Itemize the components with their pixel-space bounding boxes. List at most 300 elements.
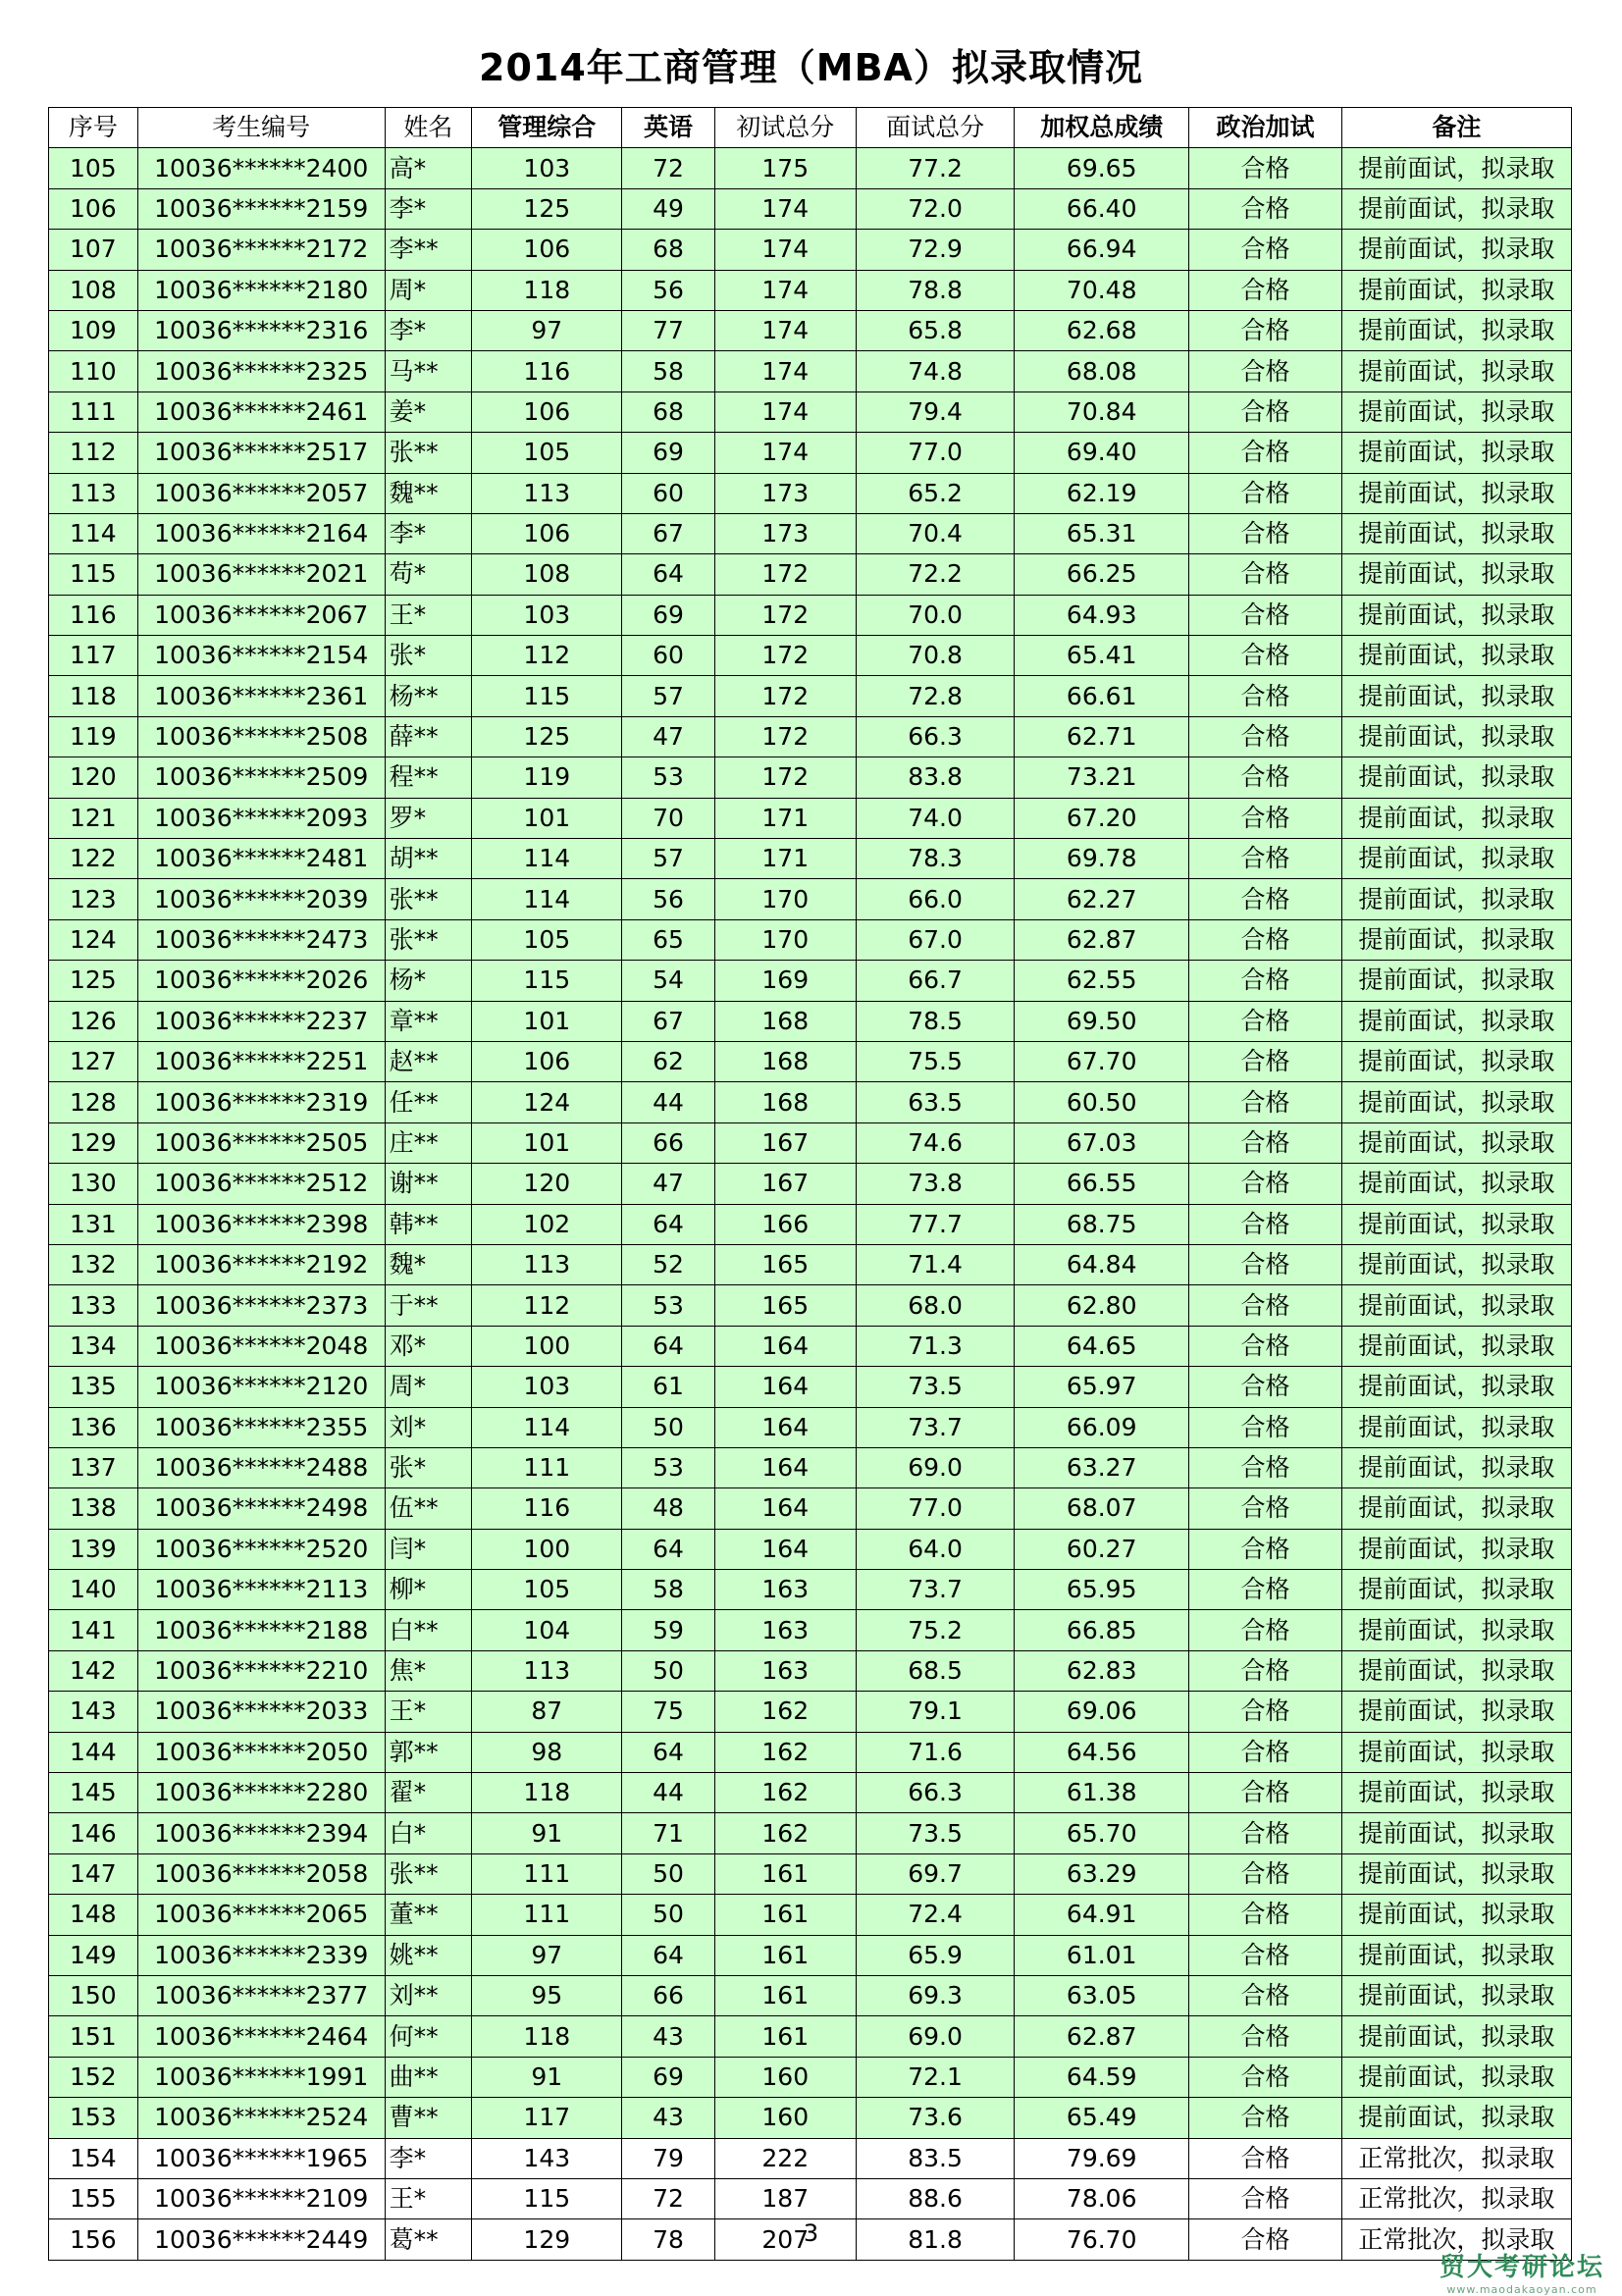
table-row <box>49 1773 1572 1813</box>
cell-politics: 合格 <box>1189 1488 1342 1529</box>
cell-english: 65 <box>622 919 714 960</box>
cell-serial: 112 <box>49 433 138 473</box>
cell-remark: 提前面试，拟录取 <box>1341 1570 1571 1610</box>
cell-remark: 提前面试，拟录取 <box>1341 1813 1571 1853</box>
cell-politics: 合格 <box>1189 310 1342 350</box>
cell-candidate-id: 10036******2394 <box>137 1813 385 1853</box>
cell-candidate-id: 10036******2473 <box>137 919 385 960</box>
cell-prelim-total: 168 <box>714 1082 856 1122</box>
header-weighted-total: 加权总成绩 <box>1015 108 1189 148</box>
cell-interview-total: 71.4 <box>856 1244 1014 1284</box>
cell-name: 伍** <box>385 1488 471 1529</box>
cell-serial: 136 <box>49 1407 138 1447</box>
header-remark: 备注 <box>1341 108 1571 148</box>
cell-prelim-total: 172 <box>714 676 856 716</box>
cell-weighted-total: 66.25 <box>1015 554 1189 595</box>
cell-remark: 提前面试，拟录取 <box>1341 839 1571 879</box>
cell-politics: 合格 <box>1189 1244 1342 1284</box>
cell-candidate-id: 10036******2377 <box>137 1975 385 2015</box>
cell-candidate-id: 10036******2505 <box>137 1122 385 1163</box>
cell-name: 薛** <box>385 716 471 757</box>
cell-weighted-total: 64.93 <box>1015 595 1189 635</box>
cell-weighted-total: 64.84 <box>1015 1244 1189 1284</box>
cell-prelim-total: 168 <box>714 1001 856 1041</box>
cell-name: 马** <box>385 351 471 391</box>
cell-management: 105 <box>472 919 622 960</box>
cell-serial: 113 <box>49 473 138 513</box>
cell-candidate-id: 10036******2065 <box>137 1895 385 1935</box>
cell-english: 67 <box>622 1001 714 1041</box>
cell-interview-total: 70.0 <box>856 595 1014 635</box>
cell-weighted-total: 62.83 <box>1015 1650 1189 1691</box>
cell-english: 50 <box>622 1650 714 1691</box>
table-row <box>49 636 1572 676</box>
cell-prelim-total: 174 <box>714 188 856 229</box>
cell-name: 张* <box>385 1447 471 1487</box>
cell-management: 120 <box>472 1164 622 1204</box>
cell-prelim-total: 160 <box>714 2098 856 2138</box>
cell-interview-total: 68.5 <box>856 1650 1014 1691</box>
cell-name: 赵** <box>385 1041 471 1081</box>
cell-prelim-total: 161 <box>714 2016 856 2057</box>
cell-management: 106 <box>472 513 622 553</box>
cell-politics: 合格 <box>1189 1692 1342 1732</box>
cell-prelim-total: 162 <box>714 1813 856 1853</box>
cell-serial: 110 <box>49 351 138 391</box>
cell-politics: 合格 <box>1189 1326 1342 1366</box>
cell-serial: 141 <box>49 1610 138 1650</box>
cell-remark: 提前面试，拟录取 <box>1341 1853 1571 1894</box>
cell-remark: 提前面试，拟录取 <box>1341 148 1571 188</box>
cell-weighted-total: 67.03 <box>1015 1122 1189 1163</box>
cell-prelim-total: 173 <box>714 513 856 553</box>
cell-english: 50 <box>622 1853 714 1894</box>
cell-name: 庄** <box>385 1122 471 1163</box>
cell-weighted-total: 73.21 <box>1015 757 1189 798</box>
table-row <box>49 310 1572 350</box>
cell-politics: 合格 <box>1189 1610 1342 1650</box>
cell-serial: 121 <box>49 798 138 838</box>
cell-prelim-total: 162 <box>714 1773 856 1813</box>
cell-serial: 144 <box>49 1732 138 1772</box>
cell-interview-total: 72.8 <box>856 676 1014 716</box>
cell-interview-total: 73.6 <box>856 2098 1014 2138</box>
cell-remark: 提前面试，拟录取 <box>1341 188 1571 229</box>
cell-remark: 提前面试，拟录取 <box>1341 1204 1571 1244</box>
watermark-main: 贸大考研论坛 <box>1439 2253 1604 2282</box>
cell-candidate-id: 10036******2093 <box>137 798 385 838</box>
cell-management: 91 <box>472 1813 622 1853</box>
cell-interview-total: 88.6 <box>856 2178 1014 2218</box>
cell-prelim-total: 172 <box>714 554 856 595</box>
cell-management: 108 <box>472 554 622 595</box>
cell-remark: 提前面试，拟录取 <box>1341 636 1571 676</box>
cell-politics: 合格 <box>1189 2057 1342 2097</box>
table-row <box>49 595 1572 635</box>
cell-english: 67 <box>622 513 714 553</box>
cell-prelim-total: 166 <box>714 1204 856 1244</box>
cell-name: 魏* <box>385 1244 471 1284</box>
cell-name: 周* <box>385 270 471 310</box>
table-row <box>49 513 1572 553</box>
cell-management: 101 <box>472 1122 622 1163</box>
cell-candidate-id: 10036******2373 <box>137 1285 385 1326</box>
cell-candidate-id: 10036******2033 <box>137 1692 385 1732</box>
table-row <box>49 2138 1572 2178</box>
cell-weighted-total: 62.87 <box>1015 2016 1189 2057</box>
cell-remark: 提前面试，拟录取 <box>1341 1285 1571 1326</box>
cell-interview-total: 73.8 <box>856 1164 1014 1204</box>
cell-candidate-id: 10036******2210 <box>137 1650 385 1691</box>
table-row <box>49 1407 1572 1447</box>
cell-candidate-id: 10036******2180 <box>137 270 385 310</box>
cell-interview-total: 78.5 <box>856 1001 1014 1041</box>
cell-serial: 150 <box>49 1975 138 2015</box>
cell-weighted-total: 60.27 <box>1015 1529 1189 1569</box>
table-row <box>49 1488 1572 1529</box>
cell-weighted-total: 68.08 <box>1015 351 1189 391</box>
cell-name: 闫* <box>385 1529 471 1569</box>
cell-candidate-id: 10036******2481 <box>137 839 385 879</box>
cell-name: 翟* <box>385 1773 471 1813</box>
table-header-row <box>49 108 1572 148</box>
cell-interview-total: 78.8 <box>856 270 1014 310</box>
cell-name: 魏** <box>385 473 471 513</box>
cell-remark: 提前面试，拟录取 <box>1341 1164 1571 1204</box>
cell-remark: 提前面试，拟录取 <box>1341 2098 1571 2138</box>
cell-interview-total: 69.3 <box>856 1975 1014 2015</box>
cell-remark: 提前面试，拟录取 <box>1341 473 1571 513</box>
cell-remark: 提前面试，拟录取 <box>1341 1447 1571 1487</box>
cell-management: 87 <box>472 1692 622 1732</box>
cell-interview-total: 72.1 <box>856 2057 1014 2097</box>
cell-english: 61 <box>622 1367 714 1407</box>
table-row <box>49 839 1572 879</box>
cell-english: 64 <box>622 554 714 595</box>
cell-management: 118 <box>472 1773 622 1813</box>
header-politics: 政治加试 <box>1189 108 1342 148</box>
cell-weighted-total: 65.31 <box>1015 513 1189 553</box>
table-row <box>49 433 1572 473</box>
cell-remark: 正常批次，拟录取 <box>1341 2178 1571 2218</box>
cell-politics: 合格 <box>1189 391 1342 432</box>
cell-english: 58 <box>622 351 714 391</box>
cell-remark: 正常批次，拟录取 <box>1341 2219 1571 2260</box>
cell-name: 焦* <box>385 1650 471 1691</box>
cell-management: 119 <box>472 757 622 798</box>
cell-politics: 合格 <box>1189 473 1342 513</box>
cell-management: 125 <box>472 188 622 229</box>
cell-prelim-total: 173 <box>714 473 856 513</box>
cell-candidate-id: 10036******2237 <box>137 1001 385 1041</box>
cell-name: 周* <box>385 1367 471 1407</box>
cell-name: 张** <box>385 433 471 473</box>
cell-prelim-total: 174 <box>714 270 856 310</box>
cell-politics: 合格 <box>1189 1082 1342 1122</box>
cell-interview-total: 77.0 <box>856 433 1014 473</box>
table-row <box>49 2098 1572 2138</box>
cell-remark: 提前面试，拟录取 <box>1341 230 1571 270</box>
cell-management: 115 <box>472 961 622 1001</box>
cell-politics: 合格 <box>1189 2178 1342 2218</box>
cell-name: 张** <box>385 1853 471 1894</box>
cell-weighted-total: 69.40 <box>1015 433 1189 473</box>
cell-serial: 135 <box>49 1367 138 1407</box>
cell-serial: 132 <box>49 1244 138 1284</box>
cell-weighted-total: 66.40 <box>1015 188 1189 229</box>
cell-name: 苟* <box>385 554 471 595</box>
cell-management: 111 <box>472 1447 622 1487</box>
header-interview-total: 面试总分 <box>856 108 1014 148</box>
cell-remark: 提前面试，拟录取 <box>1341 270 1571 310</box>
cell-serial: 149 <box>49 1935 138 1975</box>
cell-weighted-total: 62.87 <box>1015 919 1189 960</box>
cell-interview-total: 78.3 <box>856 839 1014 879</box>
table-row <box>49 2057 1572 2097</box>
cell-remark: 提前面试，拟录取 <box>1341 716 1571 757</box>
cell-english: 54 <box>622 961 714 1001</box>
cell-interview-total: 70.8 <box>856 636 1014 676</box>
cell-english: 44 <box>622 1082 714 1122</box>
cell-serial: 137 <box>49 1447 138 1487</box>
cell-name: 韩** <box>385 1204 471 1244</box>
cell-name: 章** <box>385 1001 471 1041</box>
cell-serial: 131 <box>49 1204 138 1244</box>
cell-english: 50 <box>622 1895 714 1935</box>
cell-candidate-id: 10036******1991 <box>137 2057 385 2097</box>
cell-prelim-total: 164 <box>714 1407 856 1447</box>
cell-english: 70 <box>622 798 714 838</box>
cell-prelim-total: 172 <box>714 636 856 676</box>
cell-english: 75 <box>622 1692 714 1732</box>
cell-english: 49 <box>622 188 714 229</box>
table-row <box>49 1285 1572 1326</box>
cell-interview-total: 65.2 <box>856 473 1014 513</box>
cell-remark: 提前面试，拟录取 <box>1341 1895 1571 1935</box>
cell-candidate-id: 10036******2517 <box>137 433 385 473</box>
cell-serial: 111 <box>49 391 138 432</box>
cell-english: 62 <box>622 1041 714 1081</box>
cell-interview-total: 73.5 <box>856 1813 1014 1853</box>
cell-interview-total: 74.0 <box>856 798 1014 838</box>
cell-management: 95 <box>472 1975 622 2015</box>
cell-english: 68 <box>622 391 714 432</box>
cell-weighted-total: 62.19 <box>1015 473 1189 513</box>
cell-politics: 合格 <box>1189 2016 1342 2057</box>
cell-english: 47 <box>622 1164 714 1204</box>
cell-prelim-total: 161 <box>714 1853 856 1894</box>
cell-serial: 105 <box>49 148 138 188</box>
cell-prelim-total: 164 <box>714 1529 856 1569</box>
cell-management: 129 <box>472 2219 622 2260</box>
cell-candidate-id: 10036******2355 <box>137 1407 385 1447</box>
cell-prelim-total: 175 <box>714 148 856 188</box>
cell-remark: 提前面试，拟录取 <box>1341 1407 1571 1447</box>
cell-interview-total: 72.9 <box>856 230 1014 270</box>
cell-weighted-total: 62.27 <box>1015 879 1189 919</box>
table-body <box>49 148 1572 2260</box>
cell-english: 66 <box>622 1975 714 2015</box>
cell-weighted-total: 66.09 <box>1015 1407 1189 1447</box>
cell-politics: 合格 <box>1189 1041 1342 1081</box>
cell-candidate-id: 10036******2508 <box>137 716 385 757</box>
cell-english: 52 <box>622 1244 714 1284</box>
cell-interview-total: 73.7 <box>856 1570 1014 1610</box>
cell-politics: 合格 <box>1189 2138 1342 2178</box>
cell-english: 56 <box>622 270 714 310</box>
cell-weighted-total: 63.29 <box>1015 1853 1189 1894</box>
cell-politics: 合格 <box>1189 1895 1342 1935</box>
cell-prelim-total: 172 <box>714 716 856 757</box>
cell-weighted-total: 70.84 <box>1015 391 1189 432</box>
cell-serial: 123 <box>49 879 138 919</box>
cell-weighted-total: 69.78 <box>1015 839 1189 879</box>
table-row <box>49 879 1572 919</box>
cell-serial: 151 <box>49 2016 138 2057</box>
cell-remark: 提前面试，拟录取 <box>1341 1529 1571 1569</box>
cell-management: 113 <box>472 1244 622 1284</box>
cell-management: 103 <box>472 595 622 635</box>
cell-remark: 正常批次，拟录取 <box>1341 2138 1571 2178</box>
cell-management: 103 <box>472 1367 622 1407</box>
cell-name: 何** <box>385 2016 471 2057</box>
table-row <box>49 2178 1572 2218</box>
page-title: 2014年工商管理（MBA）拟录取情况 <box>479 46 1143 89</box>
cell-remark: 提前面试，拟录取 <box>1341 757 1571 798</box>
cell-interview-total: 79.1 <box>856 1692 1014 1732</box>
cell-weighted-total: 68.07 <box>1015 1488 1189 1529</box>
header-english: 英语 <box>622 108 714 148</box>
cell-name: 李* <box>385 2138 471 2178</box>
cell-candidate-id: 10036******2509 <box>137 757 385 798</box>
cell-weighted-total: 66.85 <box>1015 1610 1189 1650</box>
cell-management: 114 <box>472 879 622 919</box>
cell-interview-total: 77.2 <box>856 148 1014 188</box>
cell-management: 106 <box>472 1041 622 1081</box>
cell-english: 64 <box>622 1326 714 1366</box>
cell-english: 59 <box>622 1610 714 1650</box>
cell-interview-total: 71.6 <box>856 1732 1014 1772</box>
cell-management: 100 <box>472 1529 622 1569</box>
cell-serial: 153 <box>49 2098 138 2138</box>
table-row <box>49 1164 1572 1204</box>
table-row <box>49 1204 1572 1244</box>
cell-weighted-total: 65.95 <box>1015 1570 1189 1610</box>
cell-politics: 合格 <box>1189 1164 1342 1204</box>
cell-politics: 合格 <box>1189 676 1342 716</box>
cell-management: 106 <box>472 230 622 270</box>
cell-english: 44 <box>622 1773 714 1813</box>
cell-politics: 合格 <box>1189 1773 1342 1813</box>
cell-name: 邓* <box>385 1326 471 1366</box>
cell-remark: 提前面试，拟录取 <box>1341 1082 1571 1122</box>
cell-serial: 109 <box>49 310 138 350</box>
cell-serial: 124 <box>49 919 138 960</box>
cell-interview-total: 63.5 <box>856 1082 1014 1122</box>
cell-serial: 148 <box>49 1895 138 1935</box>
cell-candidate-id: 10036******2400 <box>137 148 385 188</box>
table-row <box>49 1326 1572 1366</box>
cell-interview-total: 77.7 <box>856 1204 1014 1244</box>
cell-name: 刘* <box>385 1407 471 1447</box>
watermark-sub: www.maodakaoyan.com <box>1446 2283 1597 2296</box>
cell-name: 李* <box>385 513 471 553</box>
cell-name: 郭** <box>385 1732 471 1772</box>
cell-weighted-total: 63.27 <box>1015 1447 1189 1487</box>
cell-serial: 139 <box>49 1529 138 1569</box>
cell-weighted-total: 61.01 <box>1015 1935 1189 1975</box>
table-row <box>49 2016 1572 2057</box>
cell-politics: 合格 <box>1189 757 1342 798</box>
cell-management: 97 <box>472 1935 622 1975</box>
cell-weighted-total: 64.56 <box>1015 1732 1189 1772</box>
cell-prelim-total: 164 <box>714 1488 856 1529</box>
cell-interview-total: 65.9 <box>856 1935 1014 1975</box>
header-name: 姓名 <box>385 108 471 148</box>
header-prelim-total: 初试总分 <box>714 108 856 148</box>
cell-politics: 合格 <box>1189 1813 1342 1853</box>
cell-politics: 合格 <box>1189 839 1342 879</box>
cell-serial: 154 <box>49 2138 138 2178</box>
cell-weighted-total: 61.38 <box>1015 1773 1189 1813</box>
cell-prelim-total: 172 <box>714 757 856 798</box>
table-row <box>49 798 1572 838</box>
cell-remark: 提前面试，拟录取 <box>1341 391 1571 432</box>
cell-english: 64 <box>622 1529 714 1569</box>
table-row <box>49 716 1572 757</box>
cell-prelim-total: 161 <box>714 1975 856 2015</box>
cell-weighted-total: 66.55 <box>1015 1164 1189 1204</box>
cell-management: 105 <box>472 433 622 473</box>
cell-interview-total: 81.8 <box>856 2219 1014 2260</box>
table-row <box>49 1122 1572 1163</box>
cell-name: 于** <box>385 1285 471 1326</box>
cell-english: 43 <box>622 2016 714 2057</box>
cell-politics: 合格 <box>1189 1650 1342 1691</box>
cell-prelim-total: 174 <box>714 351 856 391</box>
cell-interview-total: 77.0 <box>856 1488 1014 1529</box>
cell-prelim-total: 164 <box>714 1326 856 1366</box>
cell-politics: 合格 <box>1189 1732 1342 1772</box>
cell-prelim-total: 172 <box>714 595 856 635</box>
cell-remark: 提前面试，拟录取 <box>1341 1122 1571 1163</box>
cell-name: 程** <box>385 757 471 798</box>
cell-interview-total: 75.5 <box>856 1041 1014 1081</box>
cell-politics: 合格 <box>1189 1122 1342 1163</box>
cell-remark: 提前面试，拟录取 <box>1341 1935 1571 1975</box>
cell-weighted-total: 66.61 <box>1015 676 1189 716</box>
table-row <box>49 473 1572 513</box>
cell-english: 69 <box>622 2057 714 2097</box>
cell-management: 118 <box>472 270 622 310</box>
cell-management: 125 <box>472 716 622 757</box>
cell-weighted-total: 62.55 <box>1015 961 1189 1001</box>
cell-weighted-total: 62.71 <box>1015 716 1189 757</box>
cell-interview-total: 70.4 <box>856 513 1014 553</box>
cell-candidate-id: 10036******2461 <box>137 391 385 432</box>
cell-prelim-total: 171 <box>714 798 856 838</box>
cell-name: 张** <box>385 919 471 960</box>
cell-remark: 提前面试，拟录取 <box>1341 351 1571 391</box>
cell-english: 69 <box>622 595 714 635</box>
cell-candidate-id: 10036******2188 <box>137 1610 385 1650</box>
cell-candidate-id: 10036******2498 <box>137 1488 385 1529</box>
cell-weighted-total: 76.70 <box>1015 2219 1189 2260</box>
cell-name: 柳* <box>385 1570 471 1610</box>
cell-politics: 合格 <box>1189 148 1342 188</box>
table-row <box>49 961 1572 1001</box>
cell-serial: 155 <box>49 2178 138 2218</box>
